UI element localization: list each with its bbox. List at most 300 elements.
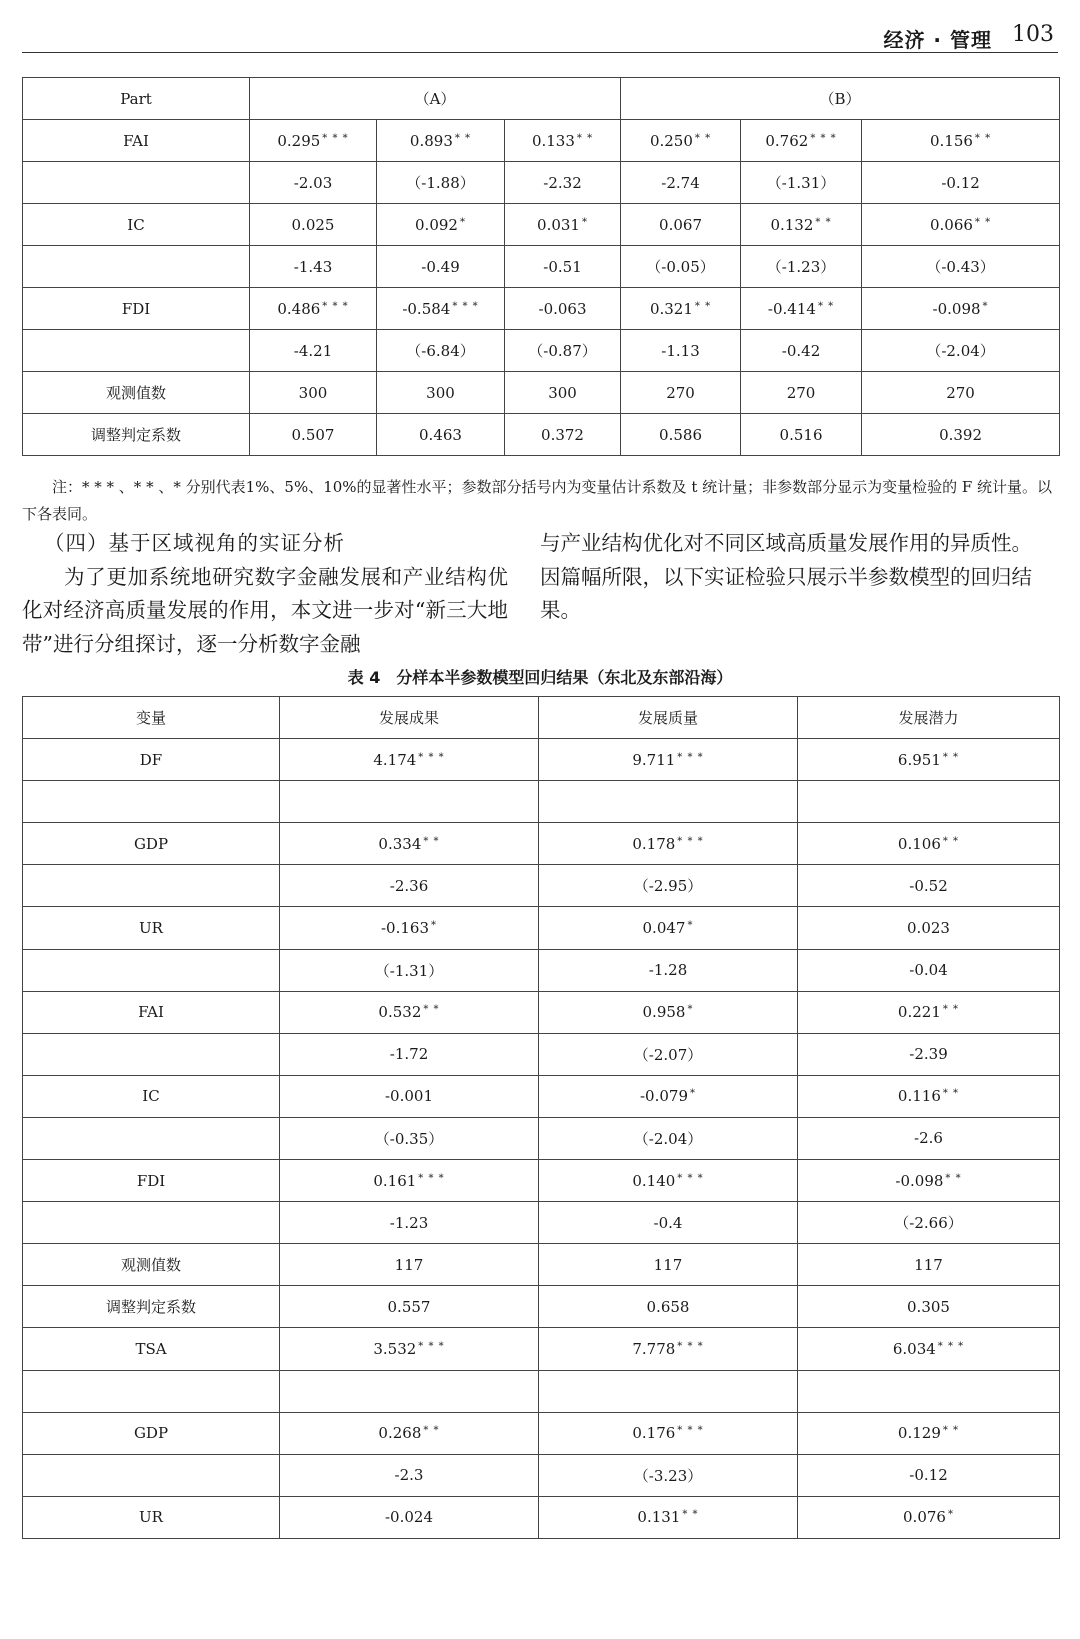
significance-stars: * * [974, 132, 992, 144]
row-label [23, 162, 250, 204]
table-cell [741, 120, 862, 162]
table-cell [280, 1328, 539, 1370]
cell-value: -4.21 [293, 341, 333, 360]
table-header-row [23, 697, 1060, 739]
cell-value: 0.295 [277, 131, 321, 150]
significance-stars: * * [942, 1004, 960, 1016]
cell-value: （-0.87） [528, 342, 597, 360]
significance-stars: * * [942, 1088, 960, 1100]
cell-value: 300 [548, 383, 577, 402]
significance-stars: * * [817, 300, 835, 312]
cell-value: 6.951 [897, 750, 941, 769]
table-cell [741, 372, 862, 414]
table-cell [539, 991, 798, 1033]
significance-stars: * * * [418, 751, 445, 763]
table-cell [250, 288, 377, 330]
table-cell [539, 1202, 798, 1244]
table-cell [505, 414, 621, 456]
row-label [23, 330, 250, 372]
cell-value: 0.047 [642, 919, 686, 938]
page-number: 103 [1012, 22, 1054, 47]
cell-value: -1.43 [293, 257, 333, 276]
cell-value: -0.414 [767, 299, 816, 318]
table-cell [798, 1202, 1060, 1244]
table-row [23, 739, 1060, 781]
cell-value: 0.486 [277, 299, 321, 318]
cell-value: 0.106 [897, 834, 941, 853]
table-cell [539, 781, 798, 823]
row-label [23, 1454, 280, 1496]
row-label [23, 1370, 280, 1412]
table-cell [621, 246, 741, 288]
cell-value: 0.076 [903, 1508, 946, 1527]
group-header-a [250, 78, 621, 120]
table-cell [539, 1160, 798, 1202]
table-cell [505, 162, 621, 204]
table-cell [621, 162, 741, 204]
cell-value: （-1.23） [766, 258, 836, 276]
cell-value: （B） [819, 90, 861, 108]
table-row [23, 1244, 1060, 1286]
table-cell [798, 1496, 1060, 1538]
row-label [23, 1075, 280, 1117]
table-row [23, 120, 1060, 162]
cell-value: （-1.31） [374, 961, 444, 980]
table-cell [539, 865, 798, 907]
cell-value: 0.507 [291, 425, 335, 444]
table-cell [741, 330, 862, 372]
table-cell [539, 907, 798, 949]
table-cell [505, 372, 621, 414]
cell-value: 0.586 [659, 425, 702, 444]
cell-value: -0.52 [909, 876, 948, 895]
cell-value: -2.3 [394, 1466, 424, 1485]
cell-value: -0.04 [909, 961, 948, 980]
table-row [23, 1033, 1060, 1075]
paragraph-continued: 与产业结构优化对不同区域高质量发展作用的异质性。因篇幅所限，以下实证检验只展示半参数模型的回归结果。 [540, 531, 1032, 622]
table-cell [377, 246, 505, 288]
table-row [23, 162, 1060, 204]
significance-stars: * * [423, 1004, 440, 1016]
table-cell [621, 204, 741, 246]
significance-stars: * * [942, 751, 960, 763]
cell-value: 4.174 [373, 750, 417, 769]
cell-value: 变量 [135, 709, 166, 728]
table-cell [798, 949, 1060, 991]
table-cell [741, 414, 862, 456]
table-cell [280, 1033, 539, 1075]
cell-value: 300 [298, 383, 328, 402]
significance-stars: * * * [677, 751, 704, 763]
text-column-right [540, 527, 1032, 628]
table-cell [505, 246, 621, 288]
row-label [23, 1412, 280, 1454]
significance-stars: * * [682, 1509, 699, 1521]
table-cell [862, 288, 1060, 330]
table-cell [377, 330, 505, 372]
table-cell [280, 1160, 539, 1202]
cell-value: 0.532 [378, 1003, 422, 1022]
cell-value: 0.958 [642, 1003, 686, 1022]
regression-table-4 [22, 696, 1060, 1539]
cell-value: -1.13 [661, 341, 700, 360]
significance-stars: * * * [677, 835, 704, 847]
table-cell [798, 865, 1060, 907]
cell-value: 0.140 [632, 1171, 676, 1190]
significance-stars: * * * [677, 1172, 704, 1184]
cell-value: 0.762 [765, 131, 809, 150]
cell-value: 0.658 [646, 1297, 690, 1316]
table-cell [280, 1370, 539, 1412]
table-cell [798, 1328, 1060, 1370]
row-label [23, 1117, 280, 1159]
row-label [23, 372, 250, 414]
cell-value: 270 [666, 383, 695, 402]
table-cell [539, 1117, 798, 1159]
cell-value: FAI [123, 131, 149, 150]
cell-value: -1.72 [389, 1045, 429, 1064]
cell-value: IC [127, 215, 145, 234]
column-header [798, 697, 1060, 739]
table-row [23, 907, 1060, 949]
table-cell [798, 907, 1060, 949]
table-cell [280, 949, 539, 991]
significance-stars: * [947, 1509, 954, 1521]
table-cell [280, 1454, 539, 1496]
cell-value: 发展质量 [637, 709, 698, 728]
row-label [23, 1496, 280, 1538]
cell-value: （-2.04） [926, 342, 995, 360]
cell-value: （-0.05） [646, 258, 715, 276]
cell-value: -0.098 [932, 299, 981, 318]
table-cell [539, 1244, 798, 1286]
table-row [23, 949, 1060, 991]
table-cell [280, 1075, 539, 1117]
table-row [23, 1202, 1060, 1244]
cell-value: 0.176 [632, 1424, 676, 1443]
cell-value: -0.51 [543, 257, 582, 276]
cell-value: 0.321 [649, 299, 693, 318]
table-cell [377, 204, 505, 246]
table-cell [505, 120, 621, 162]
cell-value: -0.079 [639, 1087, 688, 1106]
table-cell [862, 246, 1060, 288]
row-label [23, 120, 250, 162]
table-cell [280, 739, 539, 781]
table-cell [280, 823, 539, 865]
significance-stars: * * * [452, 300, 479, 312]
significance-stars: * * [694, 300, 712, 312]
table-cell [798, 1033, 1060, 1075]
cell-value: GDP [133, 1424, 169, 1443]
cell-value: -2.03 [293, 173, 333, 192]
cell-value: IC [142, 1087, 160, 1106]
table-cell [280, 1496, 539, 1538]
table-row [23, 414, 1060, 456]
cell-value: 观测值数 [105, 384, 166, 402]
significance-stars: * * * [677, 1340, 704, 1352]
table-cell [377, 414, 505, 456]
cell-value: -2.39 [909, 1045, 948, 1064]
table-cell [280, 1412, 539, 1454]
table-cell [280, 1286, 539, 1328]
table-cell [250, 372, 377, 414]
cell-value: 3.532 [373, 1339, 417, 1358]
significance-stars: * [690, 1088, 696, 1100]
cell-value: 发展成果 [378, 709, 439, 728]
cell-value: 0.116 [897, 1087, 941, 1106]
significance-stars: * * * [937, 1340, 965, 1352]
significance-stars: * * [423, 835, 440, 847]
cell-value: FDI [136, 1171, 166, 1190]
table-cell [741, 246, 862, 288]
cell-value: 0.066 [929, 215, 973, 234]
table-row [23, 823, 1060, 865]
table-cell [741, 162, 862, 204]
significance-stars: * * [942, 1425, 960, 1437]
cell-value: 0.025 [291, 215, 335, 234]
table-cell [250, 330, 377, 372]
column-header [280, 697, 539, 739]
significance-stars: * * * [418, 1340, 445, 1352]
row-label [23, 823, 280, 865]
table-cell [539, 739, 798, 781]
table-cell [539, 1286, 798, 1328]
cell-value: -0.584 [402, 299, 451, 318]
table-cell [798, 1286, 1060, 1328]
table-cell [377, 372, 505, 414]
table-cell [539, 1412, 798, 1454]
table-cell [539, 949, 798, 991]
row-label [23, 1286, 280, 1328]
row-label [23, 246, 250, 288]
table-cell [505, 330, 621, 372]
table-row [23, 1496, 1060, 1538]
cell-value: 9.711 [632, 750, 676, 769]
row-label [23, 1328, 280, 1370]
cell-value: UR [139, 1508, 163, 1527]
table-cell [862, 414, 1060, 456]
cell-value: （-1.31） [766, 174, 836, 192]
significance-stars: * * [423, 1425, 440, 1437]
regression-table-3 [22, 77, 1060, 456]
cell-value: 0.023 [907, 919, 950, 938]
table-cell [377, 120, 505, 162]
cell-value: -0.4 [653, 1213, 683, 1232]
cell-value: （-2.04） [633, 1129, 703, 1148]
cell-value: 0.268 [378, 1424, 422, 1443]
cell-value: UR [139, 919, 163, 938]
significance-stars: * [687, 920, 694, 932]
cell-value: -2.36 [389, 876, 429, 895]
table-cell [280, 1117, 539, 1159]
row-label [23, 1202, 280, 1244]
table-row [23, 1075, 1060, 1117]
significance-stars: * * * [810, 132, 837, 144]
table-cell [539, 1454, 798, 1496]
cell-value: 0.133 [531, 131, 575, 150]
cell-value: 0.557 [387, 1297, 431, 1316]
cell-value: -0.063 [538, 299, 587, 318]
cell-value: （A） [414, 90, 456, 108]
row-label [23, 865, 280, 907]
significance-stars: * * * [322, 300, 349, 312]
cell-value: （-3.23） [633, 1466, 703, 1485]
table-cell [539, 1075, 798, 1117]
cell-value: 0.129 [897, 1424, 941, 1443]
row-label [23, 949, 280, 991]
table-cell [798, 1117, 1060, 1159]
significance-stars: * * * [677, 1425, 704, 1437]
table-cell [798, 1370, 1060, 1412]
table-cell [798, 739, 1060, 781]
row-label [23, 991, 280, 1033]
significance-stars: * [459, 216, 466, 228]
table-cell [377, 288, 505, 330]
cell-value: 0.305 [907, 1297, 950, 1316]
cell-value: -2.74 [661, 173, 700, 192]
table-row [23, 1117, 1060, 1159]
table-cell [621, 120, 741, 162]
table-cell [741, 204, 862, 246]
column-header [23, 78, 250, 120]
significance-stars: * * [945, 1172, 962, 1184]
table-cell [862, 204, 1060, 246]
cell-value: 0.156 [929, 131, 973, 150]
cell-value: 发展潜力 [898, 709, 959, 728]
journal-section-title: 经济 · 管理 [883, 28, 992, 52]
cell-value: TSA [135, 1339, 167, 1358]
table-cell [539, 1370, 798, 1412]
table-cell [621, 330, 741, 372]
cell-value: 0.893 [409, 131, 453, 150]
table-cell [377, 162, 505, 204]
table-cell [280, 865, 539, 907]
cell-value: （-6.84） [406, 342, 475, 360]
cell-value: 0.516 [779, 425, 823, 444]
table-cell [505, 204, 621, 246]
column-header [539, 697, 798, 739]
cell-value: Part [120, 89, 152, 108]
section-heading: （四）基于区域视角的实证分析 [44, 531, 345, 555]
row-label [23, 288, 250, 330]
table-cell [798, 781, 1060, 823]
cell-value: 270 [946, 383, 975, 402]
table-cell [798, 1160, 1060, 1202]
table-cell [280, 991, 539, 1033]
text-column-left [22, 527, 508, 661]
cell-value: GDP [133, 834, 169, 853]
cell-value: 0.161 [373, 1171, 417, 1190]
cell-value: -0.49 [421, 257, 460, 276]
table-cell [621, 288, 741, 330]
table-cell [621, 414, 741, 456]
cell-value: -0.024 [384, 1508, 433, 1527]
significance-stars: * [687, 1004, 694, 1016]
cell-value: （-2.95） [633, 877, 703, 896]
cell-value: 0.131 [637, 1508, 681, 1527]
table-row [23, 1370, 1060, 1412]
cell-value: 117 [914, 1255, 943, 1274]
table-cell [539, 1033, 798, 1075]
row-label [23, 907, 280, 949]
significance-stars: * * [815, 216, 832, 228]
table-cell [862, 372, 1060, 414]
table-row [23, 204, 1060, 246]
cell-value: 0.334 [378, 834, 422, 853]
cell-value: -0.001 [384, 1087, 433, 1106]
cell-value: -1.28 [648, 961, 688, 980]
cell-value: 0.250 [649, 131, 693, 150]
table-row [23, 991, 1060, 1033]
cell-value: 0.092 [415, 215, 458, 234]
significance-stars: * * * [322, 132, 349, 144]
cell-value: 0.132 [770, 215, 814, 234]
cell-value: （-2.07） [633, 1045, 703, 1064]
row-label [23, 204, 250, 246]
cell-value: FAI [138, 1003, 164, 1022]
table-cell [250, 162, 377, 204]
row-label [23, 1033, 280, 1075]
cell-value: DF [139, 750, 163, 769]
cell-value: -1.23 [389, 1213, 429, 1232]
cell-value: -0.12 [909, 1466, 948, 1485]
table-header-row [23, 78, 1060, 120]
cell-value: 270 [786, 383, 816, 402]
table-row [23, 288, 1060, 330]
table-note: 注：* * * 、* * 、* 分别代表1%、5%、10%的显著性水平；参数部分括号内为变量估计系数及 t 统计量；非参数部分显示为变量检验的 F 统计量。以下各表同。 [22, 478, 1053, 523]
significance-stars: * [431, 920, 437, 932]
row-label [23, 1160, 280, 1202]
cell-value: （-1.88） [406, 174, 475, 192]
table-cell [539, 1496, 798, 1538]
cell-value: -2.6 [914, 1129, 943, 1148]
table-row [23, 1454, 1060, 1496]
cell-value: 调整判定系数 [90, 426, 181, 444]
cell-value: 观测值数 [120, 1256, 181, 1275]
cell-value: （-0.43） [926, 258, 995, 276]
table-cell [280, 1202, 539, 1244]
table-cell [621, 372, 741, 414]
significance-stars: * * [942, 835, 960, 847]
cell-value: 0.067 [659, 215, 702, 234]
table-row [23, 1412, 1060, 1454]
table-cell [741, 288, 862, 330]
cell-value: -0.163 [380, 919, 429, 938]
row-label [23, 414, 250, 456]
cell-value: 0.392 [939, 425, 983, 444]
table-row [23, 1328, 1060, 1370]
significance-stars: * * * [418, 1172, 445, 1184]
cell-value: 0.372 [541, 425, 584, 444]
table-cell [798, 1454, 1060, 1496]
cell-value: 0.221 [897, 1003, 941, 1022]
cell-value: -0.12 [941, 173, 980, 192]
table-row [23, 865, 1060, 907]
row-label [23, 739, 280, 781]
cell-value: -0.098 [895, 1171, 944, 1190]
row-label [23, 781, 280, 823]
cell-value: 0.031 [537, 215, 580, 234]
cell-value: -0.42 [781, 341, 821, 360]
table-cell [862, 120, 1060, 162]
cell-value: 300 [426, 383, 455, 402]
table-cell [280, 907, 539, 949]
table-row [23, 1286, 1060, 1328]
table-row [23, 246, 1060, 288]
cell-value: 0.178 [632, 834, 676, 853]
significance-stars: * * [454, 132, 472, 144]
